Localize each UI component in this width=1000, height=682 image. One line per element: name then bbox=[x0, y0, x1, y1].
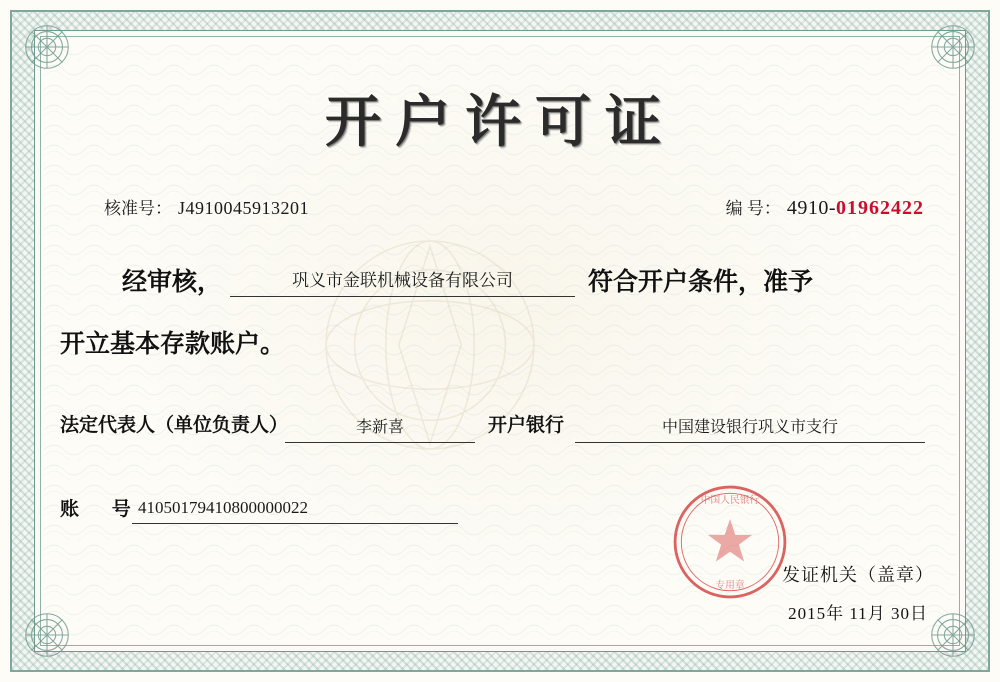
issue-month: 11 bbox=[849, 604, 868, 623]
page-title: 开户许可证 bbox=[325, 89, 675, 155]
issuer-block bbox=[782, 561, 934, 624]
bank-label: 开户银行 bbox=[488, 415, 565, 436]
issue-day: 30 bbox=[890, 604, 910, 623]
account-label: 账 号 bbox=[60, 499, 145, 520]
serial-number-prefix: 4910- bbox=[786, 197, 836, 219]
account-row bbox=[60, 494, 940, 528]
statement-segment-b: 符合开户条件，准予 bbox=[588, 269, 814, 296]
issue-day-unit: 日 bbox=[909, 604, 928, 623]
issuer-authority-label: 发证机关（盖章） bbox=[782, 565, 934, 585]
issue-year-unit: 年 bbox=[826, 604, 845, 623]
company-name-field: 巩义市金联机械设备有限公司 bbox=[230, 266, 575, 297]
statement-line-2: 开立基本存款账户。 bbox=[60, 331, 286, 358]
serial-number-label: 编 号： bbox=[725, 199, 781, 218]
serial-number-value: 01962422 bbox=[836, 197, 924, 219]
representative-bank-row bbox=[60, 410, 940, 444]
account-number-field: 41050179410800000022 bbox=[132, 498, 458, 524]
issue-month-unit: 月 bbox=[867, 604, 886, 623]
representative-label: 法定代表人（单位负责人） bbox=[60, 415, 289, 436]
certificate-content bbox=[60, 56, 940, 626]
svg-text:专用章: 专用章 bbox=[715, 580, 745, 592]
numbers-row bbox=[60, 194, 940, 220]
issue-date bbox=[782, 599, 934, 624]
approval-number-label: 核准号： bbox=[104, 199, 172, 218]
bank-name-field: 中国建设银行巩义市支行 bbox=[575, 414, 925, 443]
approval-number-value: J4910045913201 bbox=[178, 198, 310, 218]
statement-line-1 bbox=[60, 262, 940, 302]
svg-text:中国人民银行: 中国人民银行 bbox=[700, 495, 760, 507]
approval-number bbox=[104, 194, 309, 219]
representative-name-field: 李新喜 bbox=[285, 414, 475, 443]
statement-segment-a: 经审核， bbox=[122, 269, 223, 296]
serial-number bbox=[726, 194, 924, 220]
issue-year: 2015 bbox=[788, 604, 827, 623]
